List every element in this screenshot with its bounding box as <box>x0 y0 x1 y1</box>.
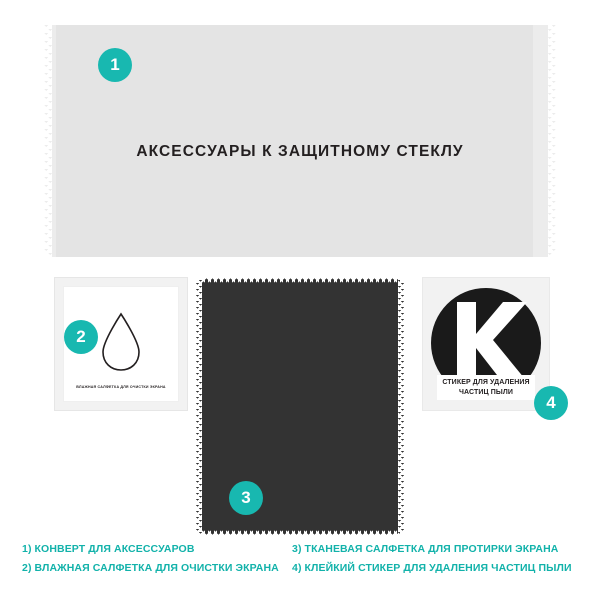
cloth-top-serrated-edge <box>196 277 404 283</box>
envelope-right-serrated-edge <box>548 25 556 257</box>
envelope-left-serrated-edge <box>44 25 52 257</box>
sticker-label-line-1: СТИКЕР ДЛЯ УДАЛЕНИЯ <box>442 379 530 387</box>
cloth-left-serrated-edge <box>196 277 202 536</box>
legend-left-column <box>22 540 279 578</box>
water-drop-icon <box>98 311 144 378</box>
legend-item-3: 3) ТКАНЕВАЯ САЛФЕТКА ДЛЯ ПРОТИРКИ ЭКРАНА <box>292 543 559 555</box>
cloth-right-serrated-edge <box>398 277 404 536</box>
legend-right-column <box>292 540 572 578</box>
badge-1: 1 <box>98 48 132 82</box>
cloth-surface <box>196 277 404 536</box>
microfiber-cloth <box>196 277 404 536</box>
dust-removal-sticker <box>422 277 550 411</box>
envelope-title: АКСЕССУАРЫ К ЗАЩИТНОМУ СТЕКЛУ <box>136 143 464 160</box>
sticker-label-line-2: ЧАСТИЦ ПЫЛИ <box>459 388 513 396</box>
wet-wipe-caption: ВЛАЖНАЯ САЛФЕТКА ДЛЯ ОЧИСТКИ ЭКРАНА <box>76 385 166 389</box>
legend-item-1: 1) КОНВЕРТ ДЛЯ АКСЕССУАРОВ <box>22 543 195 555</box>
legend-item-2: 2) ВЛАЖНАЯ САЛФЕТКА ДЛЯ ОЧИСТКИ ЭКРАНА <box>22 562 279 574</box>
legend <box>0 540 600 586</box>
badge-2: 2 <box>64 320 98 354</box>
legend-item-4: 4) КЛЕЙКИЙ СТИКЕР ДЛЯ УДАЛЕНИЯ ЧАСТИЦ ПЫЛИ <box>292 562 572 574</box>
sticker-label <box>437 375 535 400</box>
badge-3: 3 <box>229 481 263 515</box>
cloth-bottom-serrated-edge <box>196 530 404 536</box>
badge-4: 4 <box>534 386 568 420</box>
